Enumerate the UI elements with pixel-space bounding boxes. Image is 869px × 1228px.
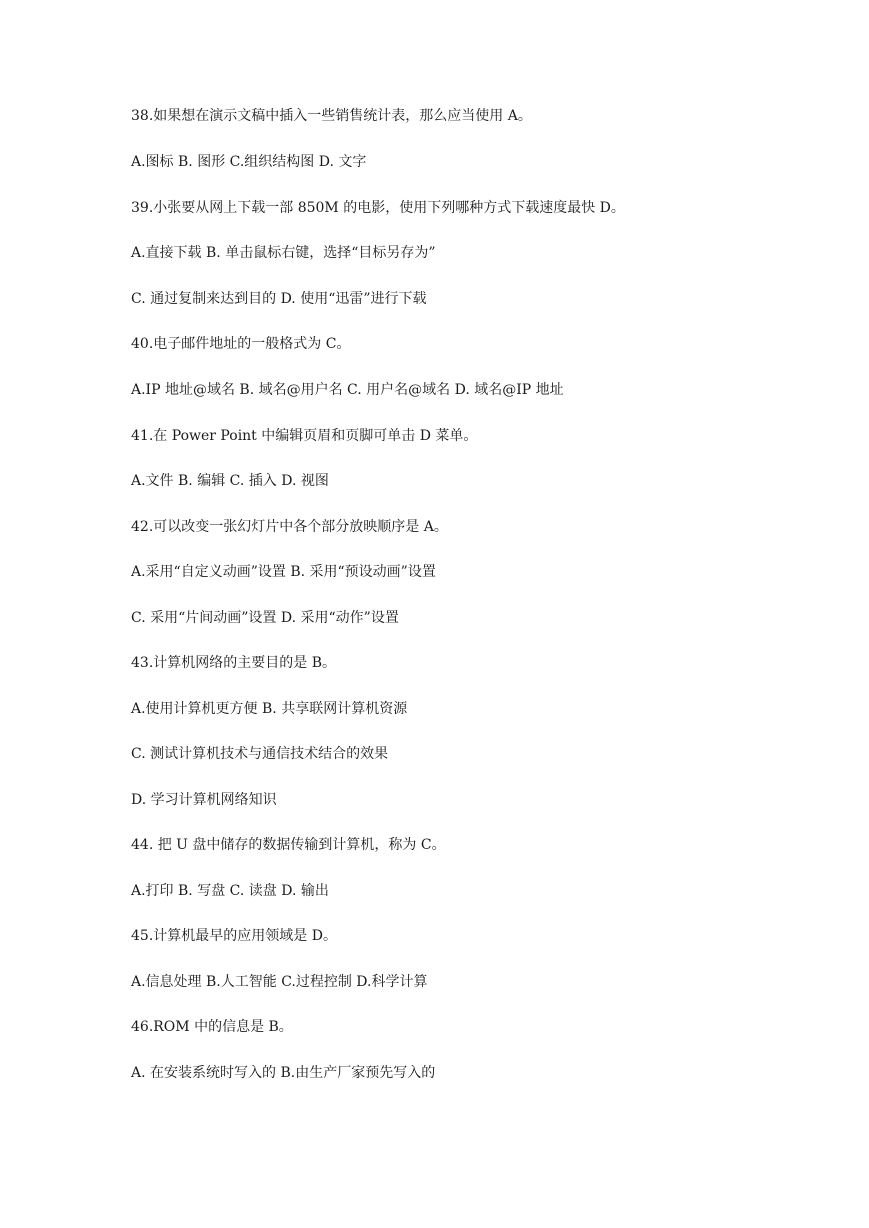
question-43-option-d: D. 学习计算机网络知识 [131, 792, 277, 808]
question-42-options-a-b: A.采用“自定义动画”设置 B. 采用“预设动画”设置 [131, 564, 436, 580]
question-41-options: A.文件 B. 编辑 C. 插入 D. 视图 [131, 473, 329, 489]
question-44: 44. 把 U 盘中储存的数据传输到计算机，称为 C。 [131, 837, 446, 853]
question-43-option-c: C. 测试计算机技术与通信技术结合的效果 [131, 746, 389, 762]
question-40: 40.电子邮件地址的一般格式为 C。 [131, 336, 351, 352]
question-38-options: A.图标 B. 图形 C.组织结构图 D. 文字 [131, 154, 367, 170]
question-38: 38.如果想在演示文稿中插入一些销售统计表，那么应当使用 A。 [131, 108, 532, 124]
question-45-options: A.信息处理 B.人工智能 C.过程控制 D.科学计算 [131, 974, 428, 990]
question-45: 45.计算机最早的应用领域是 D。 [131, 928, 337, 944]
question-43: 43.计算机网络的主要目的是 B。 [131, 655, 337, 671]
question-39-options-a-b: A.直接下载 B. 单击鼠标右键，选择“目标另存为” [131, 245, 436, 261]
question-46-options-a-b: A. 在安装系统时写入的 B.由生产厂家预先写入的 [131, 1065, 436, 1081]
question-43-options-a-b: A.使用计算机更方便 B. 共享联网计算机资源 [131, 701, 408, 717]
question-41: 41.在 Power Point 中编辑页眉和页脚可单击 D 菜单。 [131, 428, 478, 444]
question-39-options-c-d: C. 通过复制来达到目的 D. 使用“迅雷”进行下载 [131, 291, 427, 307]
question-39: 39.小张要从网上下载一部 850M 的电影，使用下列哪种方式下载速度最快 D。 [131, 200, 625, 216]
question-46: 46.ROM 中的信息是 B。 [131, 1019, 293, 1035]
question-40-options: A.IP 地址@域名 B. 域名@用户名 C. 用户名@域名 D. 域名@IP 地址 [131, 382, 564, 398]
question-44-options: A.打印 B. 写盘 C. 读盘 D. 输出 [131, 883, 329, 899]
question-42-options-c-d: C. 采用“片间动画”设置 D. 采用“动作”设置 [131, 610, 399, 626]
question-42: 42.可以改变一张幻灯片中各个部分放映顺序是 A。 [131, 519, 448, 535]
